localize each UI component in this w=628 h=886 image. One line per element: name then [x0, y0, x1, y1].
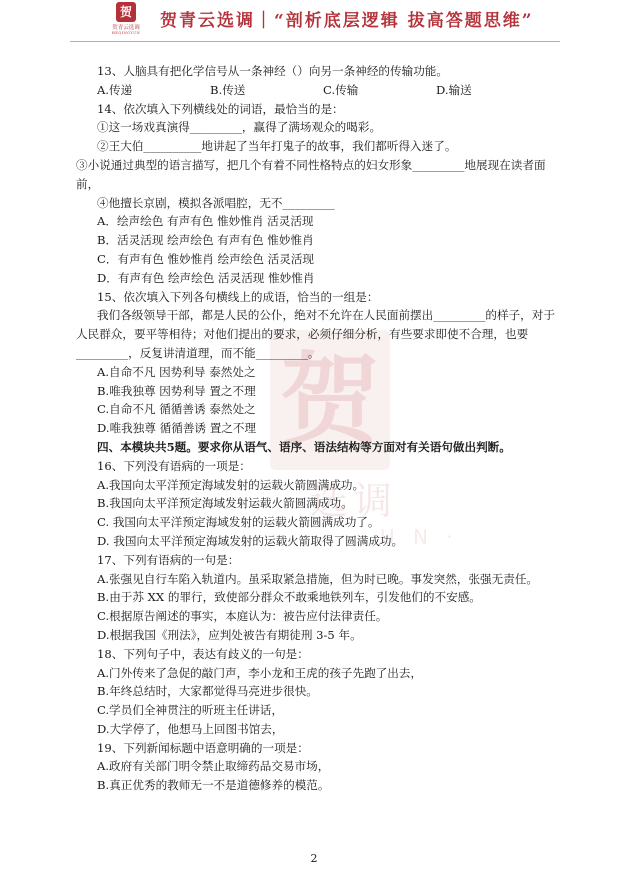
q14-option-c: C．有声有色 惟妙惟肖 绘声绘色 活灵活现 — [97, 251, 315, 266]
q17-stem: 17、下列有语病的一句是： — [97, 552, 240, 567]
q13-stem: 13、人脑具有把化学信号从一条神经（）向另一条神经的传输功能。 — [97, 64, 448, 78]
page-header — [0, 0, 628, 44]
watermark-text: 选调 — [310, 479, 399, 523]
q19-stem: 19、下列新闻标题中语意明确的一项是： — [97, 740, 309, 755]
q14-sentence-4: ④他擅长京剧，模拟各派唱腔，无不_________ — [97, 195, 335, 210]
q19-option-b: B.真正优秀的教师无一不是道德修养的模范。 — [97, 778, 330, 793]
q13-option-c: C.传输 — [323, 82, 359, 97]
q13-option-a: A.传递 — [97, 82, 133, 97]
q14-option-b: B．活灵活现 绘声绘色 有声有色 惟妙惟肖 — [97, 233, 314, 248]
q14-stem: 14、依次填入下列横线处的词语，最恰当的是： — [97, 101, 344, 116]
q18-option-b: B.年终总结时，大家都觉得马亮进步很快。 — [97, 684, 318, 699]
header-divider — [70, 41, 560, 42]
q13-option-d: D.输送 — [436, 82, 472, 97]
q18-option-c: C.学员们全神贯注的听班主任讲话， — [97, 703, 284, 718]
q15-option-b: B.唯我独尊 因势利导 置之不理 — [97, 383, 256, 398]
q14-sentence-2: ②王大伯__________地讲起了当年打鬼子的故事，我们都听得入迷了。 — [97, 139, 457, 154]
q16-option-a: A.我国向太平洋预定海域发射的运载火箭圆满成功。 — [97, 477, 365, 492]
q15-option-a: A.自命不凡 因势利导 泰然处之 — [97, 364, 256, 379]
q17-option-c: C.根据原告阐述的事实，本庭认为：被告应付法律责任。 — [97, 609, 388, 624]
header-slogan: 贺青云选调｜“剖析底层逻辑 拔高答题思维” — [160, 11, 534, 31]
q19-option-a: A.政府有关部门明令禁止取缔药品交易市场， — [97, 759, 330, 774]
q16-option-c: C. 我国向太平洋预定海域发射的运载火箭圆满成功了。 — [97, 515, 380, 530]
logo-text: 贺青云选调 — [112, 25, 140, 31]
q14-option-d: D．有声有色 绘声绘色 活灵活现 惟妙惟肖 — [97, 270, 315, 285]
q18-stem: 18、下列句子中，表达有歧义的一句是： — [97, 646, 309, 661]
document-body — [76, 62, 556, 795]
q17-option-b: B.由于苏 XX 的罪行，致使部分群众不敢乘地铁列车，引发他们的不安感。 — [97, 590, 481, 605]
brand-logo — [101, 2, 151, 38]
logo-subtext: HEQINGYUN — [111, 31, 141, 35]
page-number: 2 — [310, 852, 318, 865]
q15-passage: 我们各级领导干部，都是人民的公仆，绝对不允许在人民面前摆出_________的样子，对于人民群众，要平等相待；对他们提出的要求，必须仔细分析，有些要求即使不合理，也要_________，反复讲清道理，而不能_________。 — [76, 308, 555, 360]
logo-seal: 贺 — [116, 2, 136, 22]
q18-option-d: D.大学停了，他想马上回图书馆去， — [97, 721, 284, 736]
q16-option-b: B.我国向太平洋预定海域发射运载火箭圆满成功。 — [97, 496, 353, 511]
q16-option-d: D. 我国向太平洋预定海域发射的运载火箭取得了圆满成功。 — [97, 533, 404, 548]
q15-stem: 15、依次填入下列各句横线上的成语，恰当的一组是： — [97, 289, 379, 304]
watermark-seal: 贺 — [270, 330, 390, 470]
q14-sentence-3: ③小说通过典型的语言描写，把几个有着不同性格特点的妇女形象_________地展现在读者面前， — [76, 157, 546, 191]
section-4-heading: 四、本模块共5题。要求你从语气、语序、语法结构等方面对有关语句做出判断。 — [97, 439, 511, 454]
q14-sentence-1: ①这一场戏真演得_________，赢得了满场观众的喝彩。 — [97, 120, 382, 135]
q15-option-c: C.自命不凡 循循善诱 泰然处之 — [97, 402, 256, 417]
q17-option-d: D.根据我国《刑法》，应判处被告有期徒刑 3-5 年。 — [97, 627, 362, 642]
q13-option-b: B.传送 — [210, 82, 246, 97]
q15-option-d: D.唯我独尊 循循善诱 置之不理 — [97, 421, 257, 436]
q17-option-a: A.张强见自行车陷入轨道内。虽采取紧急措施，但为时已晚。事发突然，张强无责任。 — [97, 571, 539, 586]
watermark-latin: U N · — [380, 525, 459, 549]
q13-options — [76, 81, 556, 100]
q14-option-a: A．绘声绘色 有声有色 惟妙惟肖 活灵活现 — [97, 214, 314, 229]
q18-option-a: A.门外传来了急促的敲门声，李小龙和王虎的孩子先跑了出去， — [97, 665, 423, 680]
q16-stem: 16、下列没有语病的一项是： — [97, 458, 251, 473]
